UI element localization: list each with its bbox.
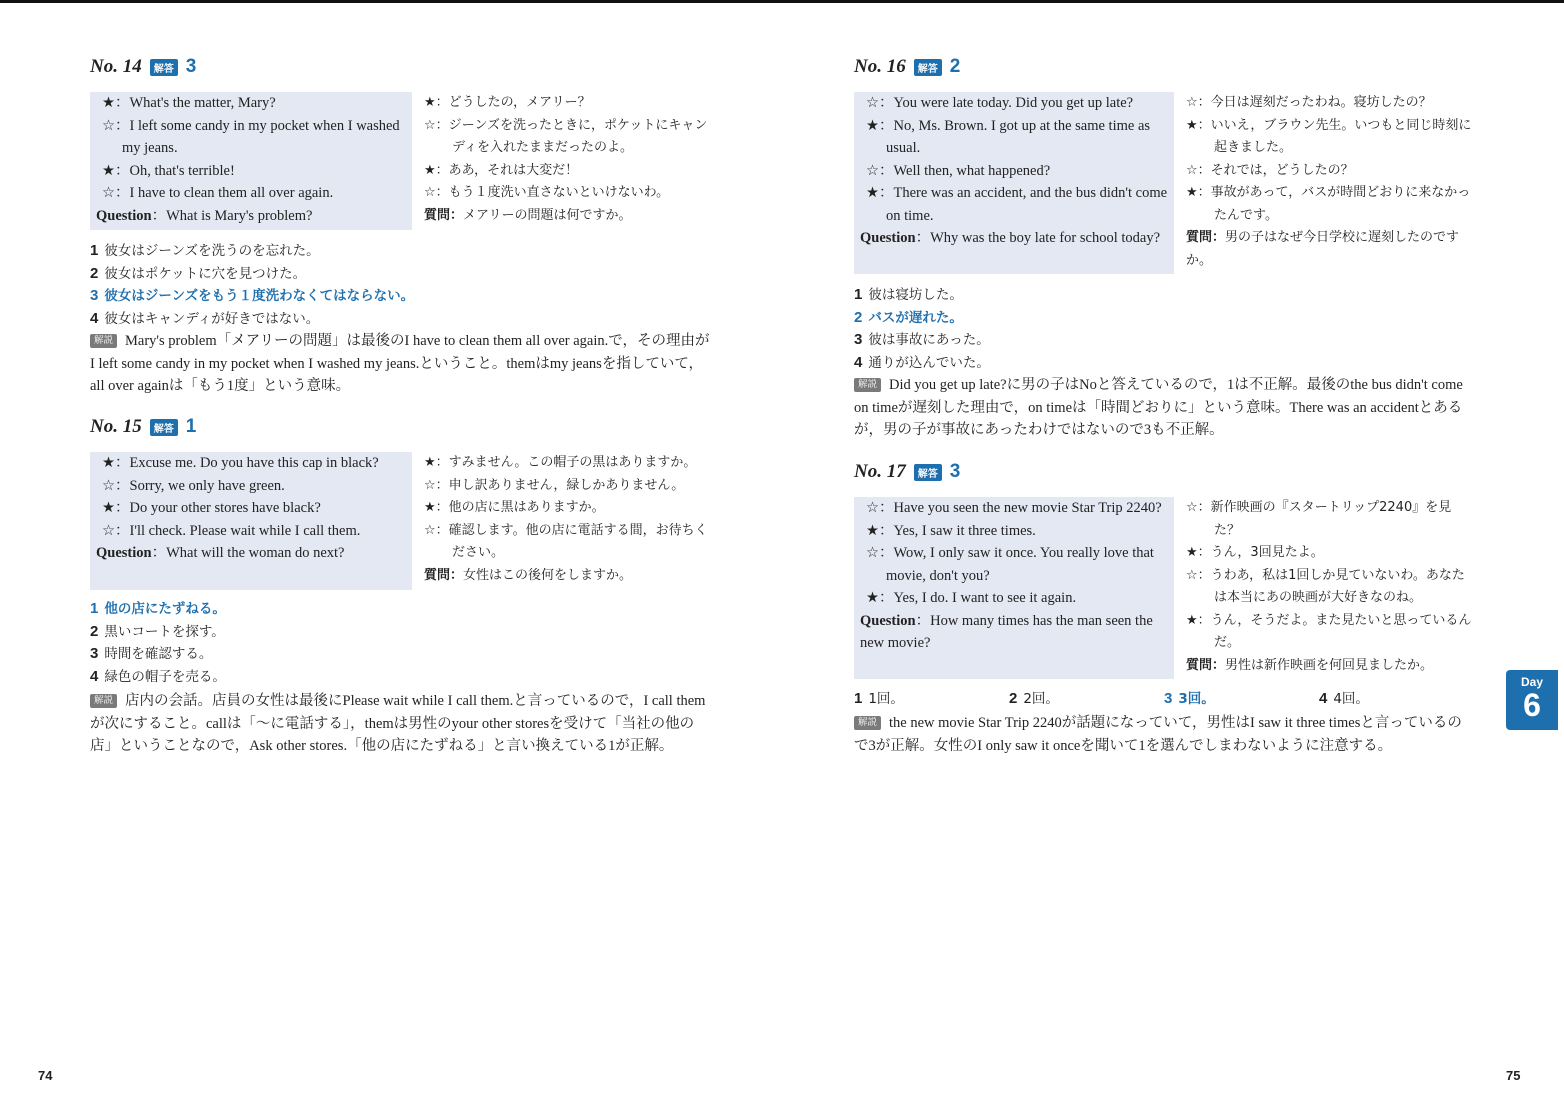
q15-en-line: ★：Excuse me. Do you have this cap in black? [102, 455, 379, 471]
q14-choices [90, 240, 414, 330]
q16-japanese-dialog [1186, 92, 1476, 272]
day-tab-number: 6 [1523, 687, 1541, 723]
q17-choice-2: 2 2回。 [1009, 690, 1059, 707]
q16-ja-line: ☆：今日は遅刻だったわね。寝坊したの？ [1186, 95, 1432, 110]
q16-ja-line: ☆：それでは，どうしたの？ [1186, 162, 1354, 178]
q14-header [90, 56, 196, 78]
q14-ja-question: 質問：メアリーの問題は何ですか。 [424, 207, 632, 223]
q15-ja-question: 質問：女性はこの後何をしますか。 [424, 567, 633, 583]
q16-en-question: Question：Why was the boy late for school today? [860, 230, 1161, 246]
q17-choices [854, 688, 1474, 711]
q14-answer: 3 [185, 56, 197, 77]
q17-explanation: 解説 the new movie Star Trip 2240が話題になっていて，男性はI saw it three timesと言っているので3が正解。女性のI only saw it onceを聞いて1を選んでしまわないように注意する。 [854, 715, 1462, 754]
q15-choice-3: 3 時間を確認する。 [90, 645, 213, 662]
right-page [782, 0, 1564, 1102]
page-number-right: 75 [1506, 1068, 1521, 1083]
q14-choice-4: 4 彼女はキャンディが好きではない。 [90, 309, 320, 327]
q17-en-line: ☆：Wow, I only saw it once. You really love that movie, don't you? [866, 545, 1154, 584]
q17-answer-badge: 解答 [914, 464, 942, 481]
q14-explanation-badge: 解説 [90, 334, 117, 348]
q14-answer-badge: 解答 [150, 59, 178, 76]
q14-choice-1: 1 彼女はジーンズを洗うのを忘れた。 [90, 242, 320, 259]
q17-english-dialog [854, 497, 1174, 679]
q16-ja-line: ★：いいえ，ブラウン先生。いつもと同じ時刻に起きました。 [1186, 117, 1472, 155]
q17-en-line: ★：Yes, I do. I want to see it again. [866, 590, 1077, 606]
q15-en-line: ☆：Sorry, we only have green. [102, 477, 285, 494]
q16-choice-3: 3 彼は事故にあった。 [854, 331, 990, 348]
q17-en-question: Question：How many times has the man seen the new movie? [860, 612, 1153, 651]
q14-english-dialog [90, 92, 412, 230]
q16-answer: 2 [949, 56, 961, 77]
q14-en-line: ☆：I left some candy in my pocket when I washed my jeans. [102, 117, 400, 156]
q16-number: No. 16 [854, 56, 906, 77]
q15-ja-line: ★：他の店に黒はありますか。 [424, 500, 605, 515]
q17-header [854, 461, 960, 483]
q15-choice-1: 1 他の店にたずねる。 [90, 600, 226, 617]
q14-ja-line: ☆：ジーンズを洗ったときに，ポケットにキャンディを入れたままだったのよ。 [424, 117, 708, 155]
q15-ja-line: ☆：確認します。他の店に電話する間，お待ちください。 [424, 522, 708, 560]
q16-choice-1: 1 彼は寝坊した。 [854, 286, 963, 303]
q17-en-line: ★：Yes, I saw it three times. [866, 522, 1036, 539]
q16-choices [854, 284, 990, 374]
q15-choices [90, 598, 226, 688]
q14-number: No. 14 [90, 56, 142, 77]
q15-ja-line: ☆：申し訳ありません，緑しかありません。 [424, 477, 685, 493]
q15-header [90, 416, 196, 438]
q15-number: No. 15 [90, 416, 142, 437]
q16-choice-4: 4 通りが込んでいた。 [854, 353, 990, 371]
q16-en-line: ☆：Well then, what happened? [866, 162, 1051, 179]
q15-ja-line: ★：すみません。この帽子の黒はありますか。 [424, 455, 697, 470]
q15-en-question: Question：What will the woman do next? [96, 545, 345, 561]
q15-explanation: 解説 店内の会話。店員の女性は最後にPlease wait while I call them.と言っているので，I call themが次にすること。callは「〜に電話する」，themは男性のyour other storesを受けて「当社の他の店」ということなので，Ask other stores.「他の店にたずねる」と言い換えている1が正解。 [90, 693, 706, 754]
q17-choice-4: 4 4回。 [1319, 690, 1369, 707]
q15-explanation-badge: 解説 [90, 694, 117, 708]
q16-choice-2: 2 バスが遅れた。 [854, 308, 963, 326]
q17-ja-line: ★：うん，そうだよ。また見たいと思っているんだ。 [1186, 612, 1472, 650]
q14-ja-line: ☆：もう１度洗い直さないといけないわ。 [424, 185, 670, 200]
q15-japanese-dialog [424, 452, 714, 587]
q15-english-dialog [90, 452, 412, 590]
q15-en-line: ★：Do your other stores have black? [102, 500, 321, 516]
q14-explanation: 解説 Mary's problem「メアリーの問題」は最後のI have to clean them all over again.で，その理由がI left some candy in my pocket when I washed my jeans.ということ。themはmy jeansを指していて，all over againは「もう1度」という意味。 [90, 333, 710, 394]
page-number-left: 74 [38, 1068, 53, 1083]
q17-ja-line: ☆：うわあ，私は1回しか見ていないわ。あなたは本当にあの映画が大好きなのね。 [1186, 567, 1465, 605]
q16-header [854, 56, 960, 78]
q17-ja-line: ☆：新作映画の『スタートリップ2240』を見た？ [1186, 500, 1452, 538]
q17-number: No. 17 [854, 461, 906, 482]
q14-choice-3: 3 彼女はジーンズをもう１度洗わなくてはならない。 [90, 287, 415, 304]
q17-ja-line: ★：うん，3回見たよ。 [1186, 545, 1324, 560]
q14-en-line: ★：Oh, that's terrible! [102, 162, 235, 179]
q16-en-line: ★：No, Ms. Brown. I got up at the same time as usual. [866, 117, 1151, 156]
q16-explanation-badge: 解説 [854, 378, 881, 392]
q15-answer: 1 [185, 416, 197, 437]
q15-answer-badge: 解答 [150, 419, 178, 436]
q14-ja-line: ★：ああ，それは大変だ！ [424, 162, 579, 178]
day-tab [1506, 670, 1558, 730]
q17-ja-question: 質問：男性は新作映画を何回見ましたか。 [1186, 657, 1434, 673]
q14-en-line: ★：What's the matter, Mary? [102, 95, 276, 111]
q16-en-line: ☆：You were late today. Did you get up late? [866, 95, 1134, 111]
q14-en-line: ☆：I have to clean them all over again. [102, 185, 334, 201]
q15-choice-2: 2 黒いコートを探す。 [90, 622, 225, 640]
q16-ja-line: ★：事故があって，バスが時間どおりに来なかったんです。 [1186, 185, 1471, 223]
q16-ja-question: 質問：男の子はなぜ今日学校に遅刻したのですか。 [1186, 230, 1460, 268]
q17-japanese-dialog [1186, 497, 1476, 677]
day-tab-label: Day [1520, 675, 1543, 689]
q14-ja-line: ★：どうしたの，メアリー？ [424, 95, 591, 110]
q15-en-line: ☆：I'll check. Please wait while I call them. [102, 522, 361, 539]
q17-en-line: ☆：Have you seen the new movie Star Trip 2240? [866, 500, 1162, 516]
q17-answer: 3 [949, 461, 961, 482]
q16-answer-badge: 解答 [914, 59, 942, 76]
q16-english-dialog [854, 92, 1174, 274]
q17-choice-1: 1 1回。 [854, 690, 904, 707]
q14-japanese-dialog [424, 92, 714, 227]
q17-choice-3: 3 3回。 [1164, 690, 1215, 707]
q14-en-question: Question：What is Mary's problem? [96, 207, 313, 224]
q16-explanation: 解説 Did you get up late?に男の子はNoと答えているので，1は不正解。最後のthe bus didn't come on timeが遅刻した理由で，on timeは「時間どおりに」という意味。There was an accidentとあるが，男の子が事故にあったわけではないので3も不正解。 [854, 377, 1463, 438]
q15-choice-4: 4 緑色の帽子を売る。 [90, 667, 226, 685]
q14-choice-2: 2 彼女はポケットに穴を見つけた。 [90, 264, 307, 282]
q17-explanation-badge: 解説 [854, 716, 881, 730]
q16-en-line: ★：There was an accident, and the bus didn't come on time. [866, 185, 1168, 224]
